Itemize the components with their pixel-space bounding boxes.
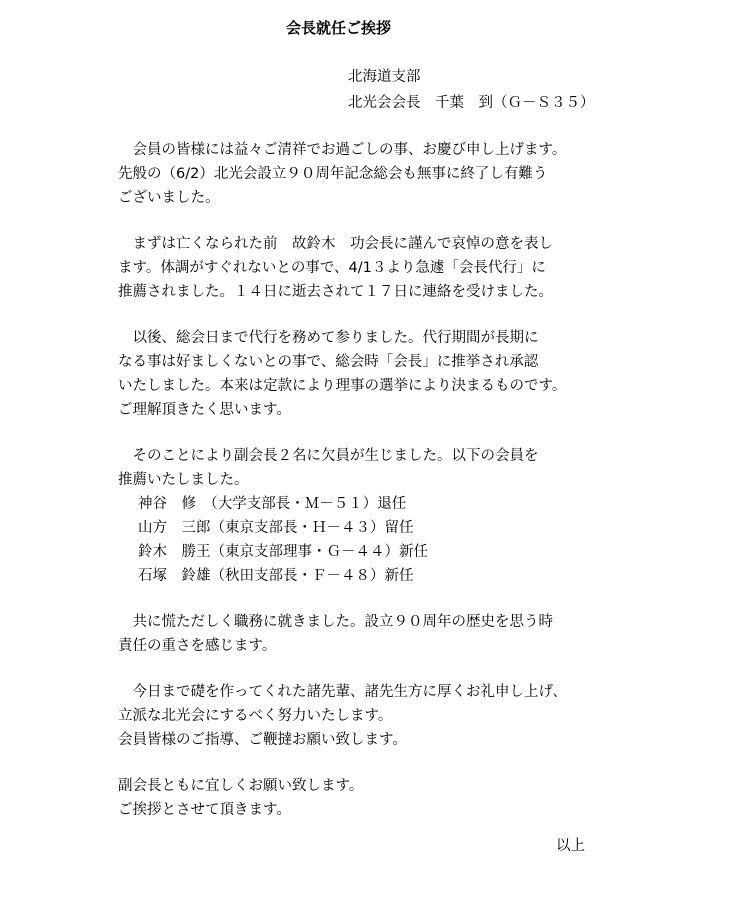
text-line: 責任の重さを感じます。 xyxy=(118,638,277,654)
text-line: 先般の（6/2）北光会設立９０周年記念総会も無事に終了し有難う xyxy=(118,166,548,182)
paragraph-condolence xyxy=(118,232,718,304)
text-line: 以後、総会日まで代行を務めて参りました。代行期間が長期に xyxy=(118,330,539,346)
text-line: まずは亡くなられた前 故鈴木 功会長に謹んで哀悼の意を表し xyxy=(118,236,553,252)
document-title: 会長就任ご挨拶 xyxy=(286,19,392,37)
text-line: いたしました。本来は定款により理事の選挙により決まるものです。 xyxy=(118,378,567,394)
paragraph-greeting xyxy=(118,138,718,210)
text-line: 推薦いたしました。 xyxy=(118,472,249,488)
sender-name: 北光会会長 千葉 到（Ｇ－Ｓ３５） xyxy=(348,95,595,111)
text-line: 共に慌ただしく職務に就きました。設立９０周年の歴史を思う時 xyxy=(118,614,553,630)
text-line: なる事は好ましくないとの事で、総会時「会長」に推挙され承認 xyxy=(118,354,539,370)
text-line: 推薦されました。１４日に逝去されて１７日に連絡を受けました。 xyxy=(118,284,553,300)
text-line: 立派な北光会にするべく努力いたします。 xyxy=(118,708,393,724)
member-item: 山方 三郎（東京支部長・Ｈ－４３）留任 xyxy=(138,520,414,536)
paragraph-members xyxy=(118,444,718,588)
paragraph-acting-period xyxy=(118,326,718,422)
paragraph-duties xyxy=(118,610,718,658)
member-item: 鈴木 勝王（東京支部理事・Ｇ－４４）新任 xyxy=(138,544,428,560)
text-line: ご挨拶とさせて頂きます。 xyxy=(118,802,291,818)
text-line: ます。体調がすぐれないとの事で、4/1３より急遽「会長代行」に xyxy=(118,260,546,276)
member-item: 神谷 修 （大学支部長・Ｍ－５１）退任 xyxy=(138,496,407,512)
paragraph-closing-remarks xyxy=(118,774,718,822)
letter-body xyxy=(118,138,718,844)
sender-block xyxy=(348,64,595,116)
text-line: 会員の皆様には益々ご清祥でお過ごしの事、お慶び申し上げます。 xyxy=(118,142,567,158)
text-line: 副会長ともに宜しくお願い致します。 xyxy=(118,778,364,794)
text-line: そのことにより副会長２名に欠員が生じました。以下の会員を xyxy=(118,448,539,464)
closing-mark: 以上 xyxy=(556,838,585,854)
text-line: ございました。 xyxy=(118,190,220,206)
member-item: 石塚 鈴雄（秋田支部長・Ｆ－４８）新任 xyxy=(138,568,414,584)
text-line: 会員皆様のご指導、ご鞭撻お願い致します。 xyxy=(118,732,407,748)
paragraph-gratitude xyxy=(118,680,718,752)
text-line: 今日まで礎を作ってくれた諸先輩、諸先生方に厚くお礼申し上げ、 xyxy=(118,684,567,700)
sender-branch: 北海道支部 xyxy=(348,69,421,85)
text-line: ご理解頂きたく思います。 xyxy=(118,402,291,418)
